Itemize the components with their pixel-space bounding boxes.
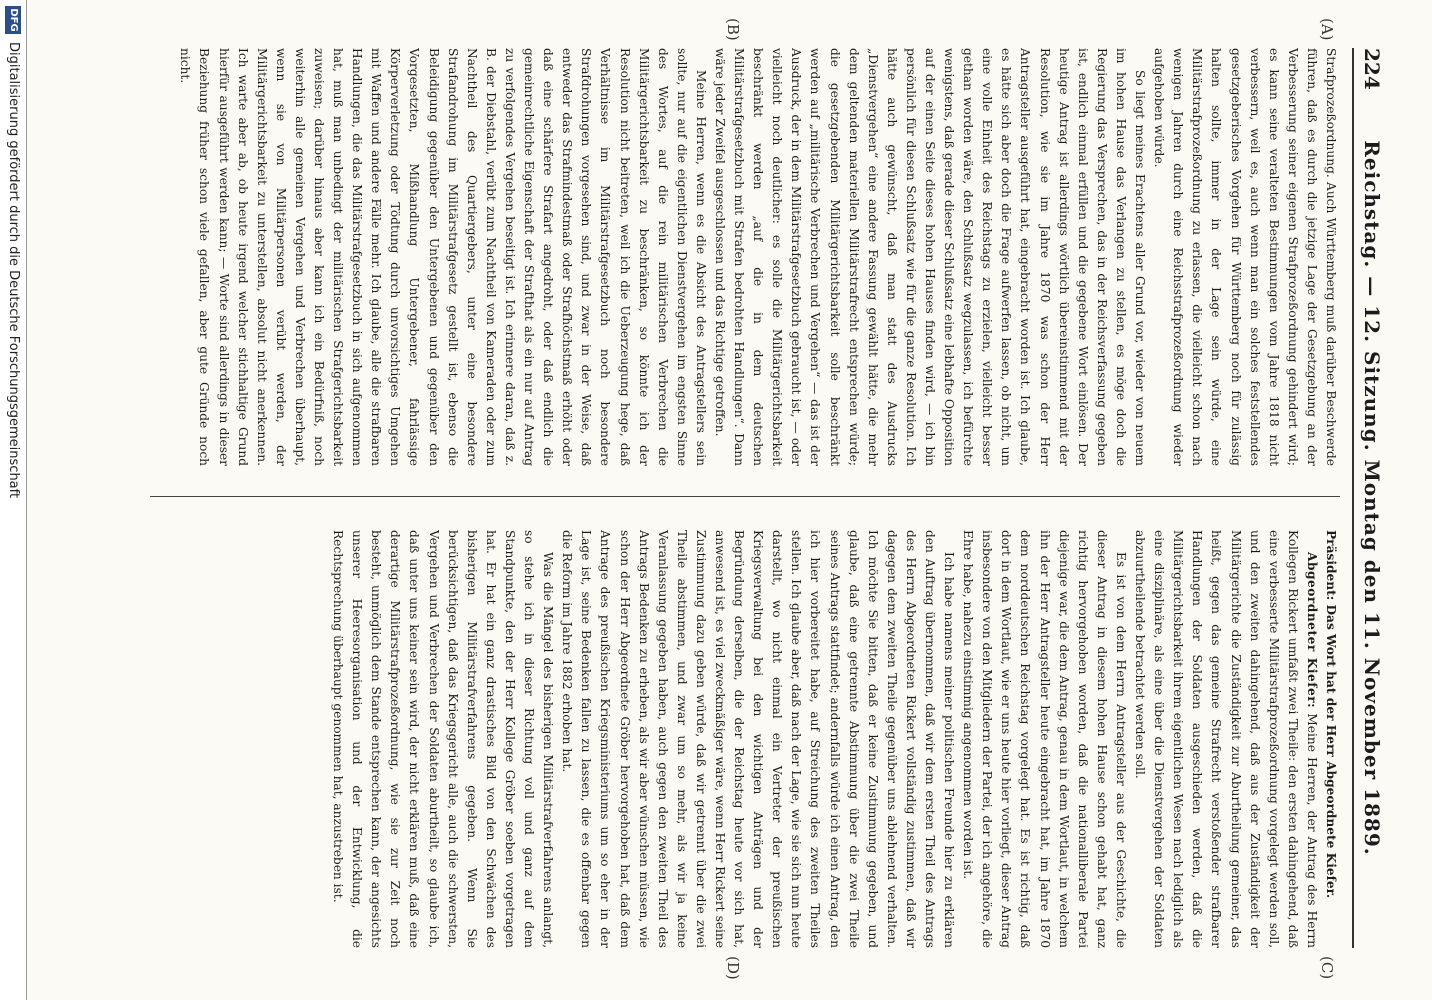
paragraph: Ich habe namens meiner politischen Freunde hier zu erklären den Auftrag übernommen, daß wir dem ersten Theil des Antrags des Herrn Abgeordneten Rickert vollständig zustimmen, daß wir dagegen dem zweiten Theile gegenüber uns ablehnend verhalten. Ich möchte Sie bitten, daß er keine Zustimmung gegeben, und glaube, daß eine getrennte Abstimmung über die zwei Theile seines Antrags stattfindet; andernfalls würde ich einen Antrag, den ich hier vorbereitet habe, auf Streichung des zweiten Theiles stellen. Ich glaube aber, daß nach der Lage, wie sie sich nun heute darstellt, wo nicht einmal ein Vertreter der preußischen Kriegsverwaltung bei den wichtigen Anträgen und der Begründung derselben, die der Reichstag heute vor sich hat, anwesend ist, es viel zweckmäßiger wäre, wenn Herr Rickert seine Zustimmung dazu geben würde, daß wir getrennt über die zwei Theile abstimmen, und zwar um so mehr, als wir ja keine Veranlassung gegeben haben, auch gegen den zweiten Theil des Antrags Bedenken zu erheben, als wir aber wünschen müssen, wie schon der Herr Abgeordnete Gröber hervorgehoben hat, daß dem Antrage des preußischen Kriegsministeriums um so eher in der Lage ist, seine Bedenken fallen zu lassen, die es offenbar gegen die Reform im Jahre 1882 erhoben hat. (560, 530, 957, 948)
paragraph: So liegt meines Erachtens aller Grund vor, wieder von neuem im hohen Hause das Verlangen zu stellen, es möge doch die Regierung das Versprechen, das in der Reichsverfassung gegeben ist, endlich einmal erfüllen und die gegebene Wort einlösen. Der heutige Antrag ist allerdings wörtlich übereinstimmend mit der Resolution, wie sie im Jahre 1870 was schon der Herr Antragsteller ausgeführt hat, eingebracht worden ist. Ich glaube, es hätte sich aber doch die Frage aufwerfen lassen, ob nicht, um eine volle Einheit des Reichstags zu erzielen, vielleicht besser gethan worden wäre, den Schlußsatz wegzulassen, ich befürchte wenigstens, daß gerade dieser Schlußsatz eine lebhafte Opposition auf der einen Seite dieses hohen Hauses finden wird, — ich bin persönlich für diesen Schlußsatz wie für die ganze Resolution. Ich hätte auch gewünscht, daß man statt des Ausdrucks „Dienstvergehen“ eine andere Fassung gewählt hätte, die mehr dem geltenden materiellen Militärstrafrecht entsprechen würde; die gesetzgebenden Militärgerichtsbarkeit solle beschränkt werden auf „militärische Verbrechen und Vergehen“ — das ist der Ausdruck, der in dem Militärstrafgesetzbuch gebraucht ist, — oder vielleicht noch deutlicher: es solle die Militärgerichtsbarkeit beschränkt werden „auf die in dem deutschen Militärstrafgesetzbuch mit Strafen bedrohten Handlungen“. Dann wäre jeder Zweifel ausgeschlossen und das Richtige getroffen. (713, 48, 1148, 466)
paragraph: Meine Herren, wenn es die Absicht des Antragstellers sein sollte, nur auf die eigentlichen Dienstvergehen im engsten Sinne des Wortes, auf die rein militärischen Verbrechen die Militärgerichtsbarkeit zu beschränken, so könnte ich der Resolution nicht beitreten, weil ich die Ueberzeugung hege, daß Verhältnisse im Militärstrafgesetzbuch noch besondere Strafdrohungen vorgesehen sind, und zwar in der Weise, daß entweder das Strafmindestmaß oder Strafhöchstmaß erhöht oder daß eine schärfere Strafart angedroht, oder daß endlich die gemeinrechtliche Eigenschaft der Strafthat als ein nur auf Antrag zu verfolgendes Vergehen beseitigt ist. Ich erinnere daran, daß z. B. der Diebstahl, verübt zum Nachtheil von Kameraden oder zum Nachtheil des Quartiergebers, unter eine besondere Strafandrohung im Militärstrafgesetz gestellt ist, ebenso die Beleidigung gegenüber den Untergebenen und gegenüber den Vorgesetzten, Mißhandlung Untergebener, fahrlässige Körperverletzung oder Tödtung durch unvorsichtiges Umgehen mit Waffen und andere Fälle mehr. Ich glaube, alle die strafbaren Handlungen, die das Militärstrafgesetzbuch in sich aufgenommen hat, muß man unbedingt der militärischen Strafgerichtsbarkeit zuweisen; darüber hinaus aber kann ich ein Bedürfniß, noch weiterhin alle gemeinen Vergehen und Verbrechen überhaupt, wenn sie von Militärpersonen verübt werden, der Militärgerichtsbarkeit zu unterstellen, absolut nicht anerkennen. Ich warte aber ab, ob heute irgend welcher stichhaltige Grund hierfür ausgeführt werden kann; — Worte sind allerdings in dieser Beziehung früher schon viele gefallen, aber gute Gründe noch nicht. (178, 48, 708, 466)
paragraph: Strafprozeßordnung. Auch Württemberg muß darüber Beschwerde führen, daß es durch die jetzige Lage der Gesetzgebung an der Verbesserung seiner eigenen Strafprozeßordnung gehindert wird; es kann seine veralteten Bestimmungen vom Jahre 1818 nicht verbessern, weil es, auch wenn man ein solches feststellendes gesetzgeberisches Vorgehen für Württemberg noch für zulässig halten sollte, immer in der Lage sein würde, eine Militärstrafprozeßordnung zu erlassen, die vielleicht schon nach wenigen Jahren durch eine Reichsstrafprozeßordnung wieder aufgehoben würde. (1152, 48, 1338, 466)
margin-marker-c: (C) (1318, 956, 1336, 980)
digitization-credit: Digitalisierung gefördert durch die Deutsche Forschungsgemeinschaft (6, 42, 21, 499)
page-number: 224 (1360, 48, 1384, 90)
left-text-column (140, 48, 1340, 466)
margin-marker-b: (B) (724, 18, 742, 41)
paragraph: Es ist von dem Herrn Antragsteller aus der Geschichte, die dieser Antrag in diesem hohen Hause schon gehabt hat, ganz richtig hervorgehoben worden, daß die nationalliberale Partei diejenige war, die dem Antrag, genau in dem Wortlaut, in welchem ihn der Herr Antragsteller heute eingebracht hat, im Jahre 1870 dem norddeutschen Reichstag vorgelegt hat. Es ist richtig, daß dort in dem Wortlaut, wie er uns heute hier vorliegt, dieser Antrag insbesondere von den Mitgliedern der Partei, der ich angehöre, die Ehre habe, nahezu einstimmig angenommen worden ist. (961, 530, 1128, 948)
column-divider (150, 496, 1340, 497)
margin-marker-a: (A) (1318, 18, 1336, 41)
dfg-logo: DFG (5, 6, 21, 34)
speech-text: Meine Herren, der Antrag des Herrn Kollegen Rickert umfaßt zwei Theile: den ersten dahingehend, daß eine verbesserte Militärstrafprozeßordnung vorgelegt werden soll, und den zweiten dahingehend, daß aus der Zuständigkeit der Militärgerichte die Zuständigkeit zur Aburtheilung gemeiner, das heißt, gegen das gemeine Strafrecht verstoßender strafbarer Handlungen der Soldaten ausgeschieden werden, daß die Militärgerichtsbarkeit ihrem eigentlichen Wesen nach lediglich als eine disziplinäre, als eine über die Dienstvergehen der Soldaten abzuurtheilende betrachtet werden soll. (1133, 530, 1319, 948)
page-header (1352, 48, 1388, 948)
right-text-column (140, 530, 1340, 948)
running-title: Reichstag. — 12. Sitzung. Montag den 11. November 1889. (1360, 140, 1384, 856)
paragraph: Was die Mängel des bisherigen Militärstrafverfahrens anlangt, so stehe ich in dieser Richtung voll und ganz auf dem Standpunkte, den der Herr Kollege Gröber soeben vorgetragen hat. Er hat ein ganz drastisches Bild von den Schwächen des bisherigen Militärstrafverfahrens gegeben. Wenn Sie berücksichtigen, daß das Kriegsgericht alle, auch die schwersten, Vergehen und Verbrechen der Soldaten aburtheilt, so glaube ich, daß unter uns keiner sein wird, der nicht erklären muß, daß eine derartige Militärstrafprozeßordnung, wie sie zur Zeit noch besteht, unmöglich dem Stande entsprechen kann, der angesichts unserer Heeresorganisation und der Entwicklung, die Rechtsprechung überhaupt genommen hat, anzustreben ist. (331, 530, 556, 948)
president-statement: Präsident: Das Wort hat der Herr Abgeordnete Kiefer. (1324, 530, 1338, 899)
digitization-credit-strip (0, 0, 27, 1000)
speaker-label: Abgeordneter Kiefer: (1304, 552, 1319, 709)
speech-paragraph (1130, 530, 1321, 948)
margin-marker-d: (D) (724, 956, 742, 980)
